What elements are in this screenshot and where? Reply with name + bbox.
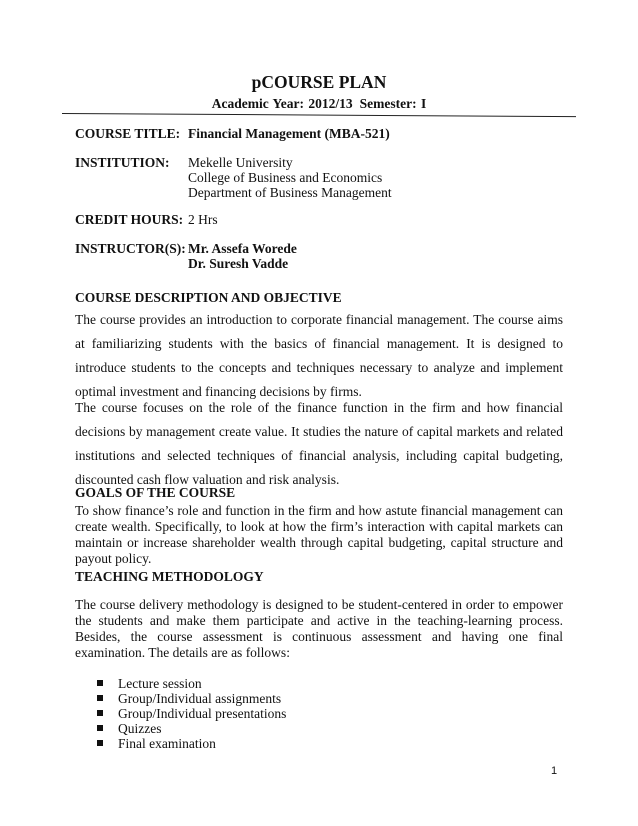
square-bullet-icon bbox=[97, 725, 103, 731]
teaching-methods-list bbox=[96, 676, 286, 751]
list-item: Final examination bbox=[96, 736, 286, 751]
page-number: 1 bbox=[551, 765, 558, 777]
page-title: pCOURSE PLAN bbox=[251, 72, 387, 92]
list-item: Group/Individual assignments bbox=[96, 691, 286, 706]
course-title-value: Financial Management (MBA-521) bbox=[188, 126, 390, 141]
list-item: Lecture session bbox=[96, 676, 286, 691]
header-rule bbox=[62, 113, 576, 117]
square-bullet-icon bbox=[97, 680, 103, 686]
credit-hours-label: CREDIT HOURS: bbox=[75, 212, 184, 227]
goals-heading: GOALS OF THE COURSE bbox=[75, 485, 236, 500]
list-item: Quizzes bbox=[96, 721, 286, 736]
instructor-name: Dr. Suresh Vadde bbox=[188, 256, 289, 271]
instructors-label: INSTRUCTOR(S): bbox=[75, 241, 186, 256]
instructors-value bbox=[188, 241, 297, 271]
institution-label: INSTITUTION: bbox=[75, 155, 170, 170]
institution-line: College of Business and Economics bbox=[188, 170, 383, 185]
list-item: Group/Individual presentations bbox=[96, 706, 286, 721]
goals-paragraph: To show finance’s role and function in the firm and how astute financial management can create wealth. Specifically, to look at how the firm’s interaction with capital markets can maintain or increase shareholder wealth through capital budgeting, capital structure and payout policy. bbox=[75, 503, 563, 566]
description-paragraph-1: The course provides an introduction to corporate financial management. The course aims at familiarizing students with the basics of financial management. It is designed to introduce students to the concepts and techniques necessary to analyze and implement optimal investment and financing decisions by firms. bbox=[75, 312, 563, 399]
semester: Semester: I bbox=[359, 96, 427, 111]
course-title-label: COURSE TITLE: bbox=[75, 126, 181, 141]
institution-value bbox=[188, 155, 392, 200]
instructor-name: Mr. Assefa Worede bbox=[188, 241, 297, 256]
page-subtitle bbox=[0, 96, 638, 112]
institution-line: Mekelle University bbox=[188, 155, 293, 170]
credit-hours-value: 2 Hrs bbox=[188, 212, 218, 227]
academic-year: Academic Year: 2012/13 bbox=[211, 96, 353, 111]
square-bullet-icon bbox=[97, 710, 103, 716]
description-heading: COURSE DESCRIPTION AND OBJECTIVE bbox=[75, 290, 342, 305]
institution-line: Department of Business Management bbox=[188, 185, 392, 200]
square-bullet-icon bbox=[97, 740, 103, 746]
square-bullet-icon bbox=[97, 695, 103, 701]
teaching-paragraph: The course delivery methodology is designed to be student-centered in order to empower the students and make them participate and active in the teaching-learning process. Besides, the course assessment is continuous assessment and having one final examination. The details are as follows: bbox=[75, 597, 563, 660]
description-paragraph-2: The course focuses on the role of the finance function in the firm and how financial decisions by management create value. It studies the nature of capital markets and related institutions and selected techniques of financial analysis, including capital budgeting, discounted cash flow valuation and risk analysis. bbox=[75, 400, 563, 487]
teaching-heading: TEACHING METHODOLOGY bbox=[75, 569, 264, 584]
